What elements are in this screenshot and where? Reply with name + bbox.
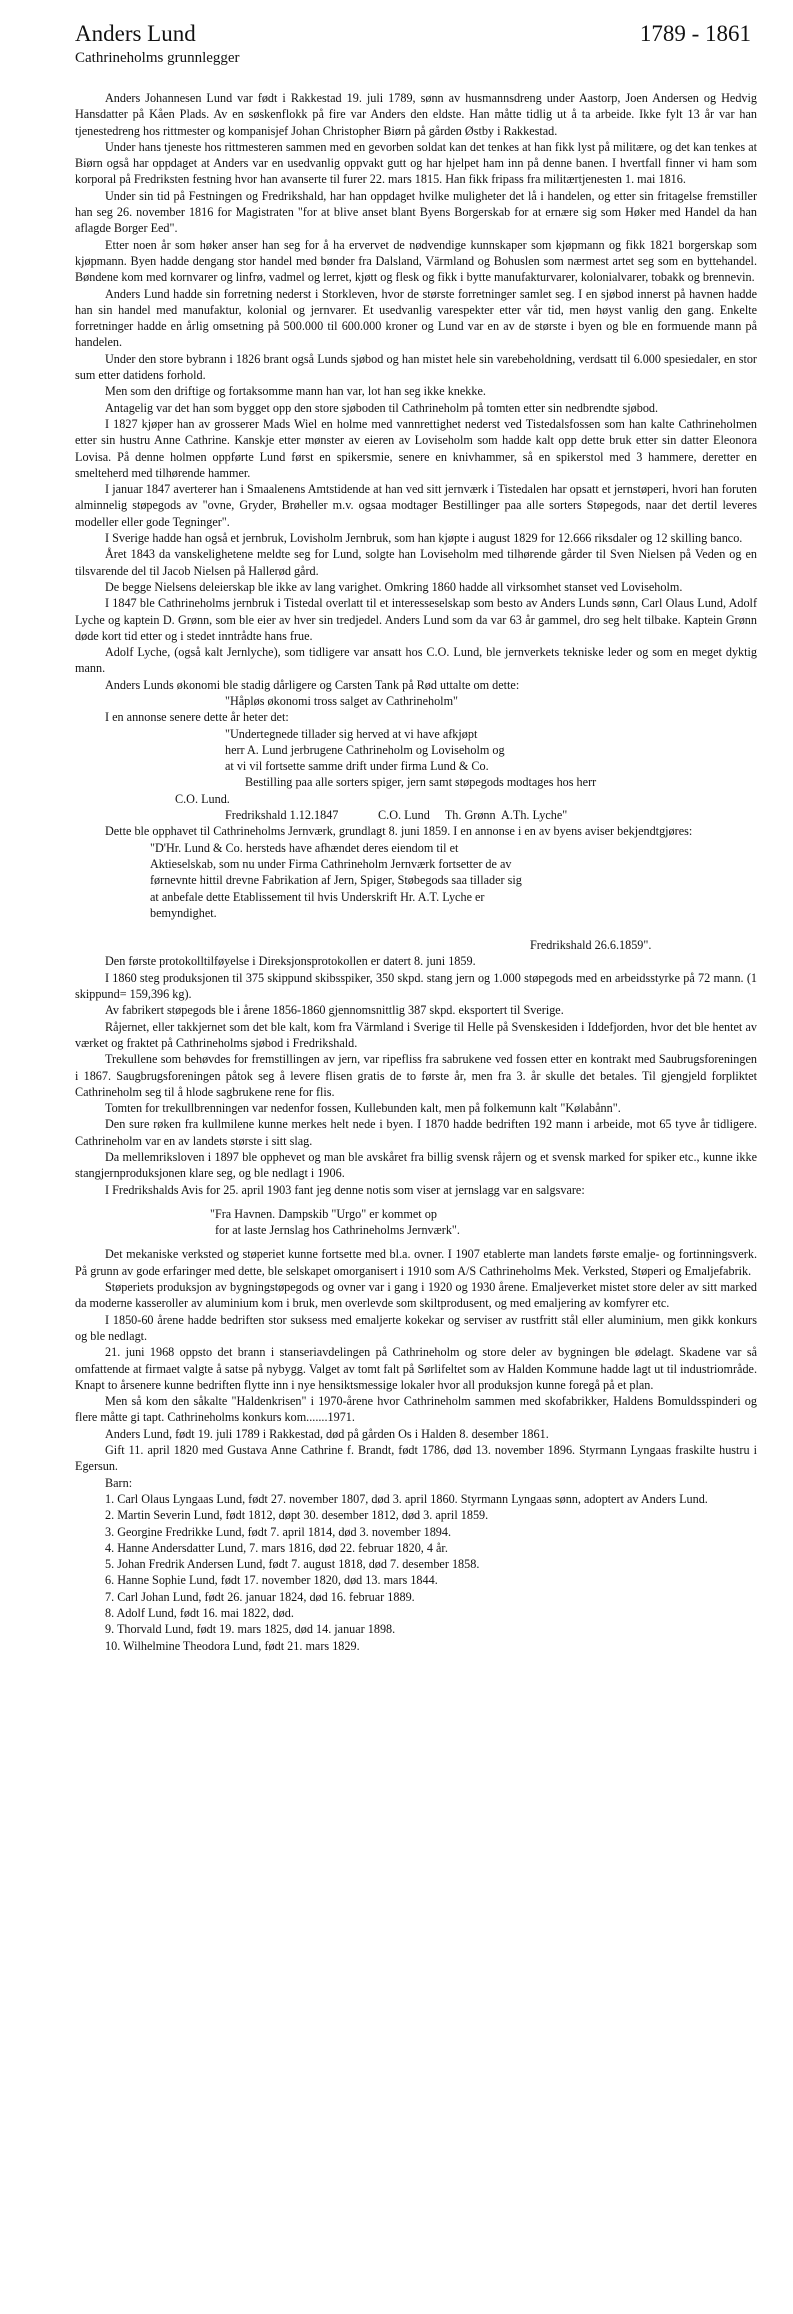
paragraph: Anders Lund, født 19. juli 1789 i Rakkestad, død på gården Os i Halden 8. desember 1861.	[105, 1426, 549, 1441]
paragraph: Under den store bybrann i 1826 brant også Lunds sjøbod og han mistet hele sin varebeholdning, verdsatt til 6.000 spesiedaler, en stor sum etter datidens forhold.	[75, 351, 757, 383]
signature-name: C.O. Lund	[378, 808, 430, 823]
list-item: 1. Carl Olaus Lyngaas Lund, født 27. november 1807, død 3. april 1860. Styrmann Lyngaas sønn, adoptert av Anders Lund.	[105, 1491, 708, 1506]
paragraph: Etter noen år som høker anser han seg for å ha ervervet de nødvendige kunnskaper som kjøpmann og fikk 1821 borgerskap som kjøpmann. Byen hadde dengang stor handel med bønder fra Dalsland, Värmland og Bohuslen som nærmest artet seg som en byttehandel. Bøndene kom med kornvarer og linfrø, vadmel og lerret, kjøtt og flesk og fikk i bytte manufakturvarer, kolonialvarer, tobakk og brennevin.	[75, 237, 757, 285]
lifespan-years: 1789 - 1861	[639, 21, 751, 46]
quote-line: "Fra Havnen. Dampskib "Urgo" er kommet op	[210, 1206, 437, 1221]
paragraph: Under hans tjeneste hos rittmesteren sammen med en gevorben soldat kan det tenkes at han fikk lyst på militære, og det kan tenkes at Biørn også har oppdaget at Anders var en usedvanlig oppvakt gutt og har hjelpet ham inn på denne banen. I hvertfall finner vi ham som korporal på Fredriksten festning hvor han avanserte til furer 22. mars 1815. Han fikk fripass fra militærtjenesten 1. mai 1816.	[75, 139, 757, 187]
paragraph: Den sure røken fra kullmilene kunne merkes helt nede i byen. I 1870 hadde bedriften 192 mann i arbeide, mot 65 tyve år tidligere. Cathrineholm var en av landets største i sitt slag.	[75, 1117, 757, 1148]
article-body	[75, 90, 757, 1654]
paragraph: Den første protokolltilføyelse i Direksjonsprotokollen er datert 8. juni 1859.	[105, 954, 476, 969]
paragraph: I januar 1847 averterer han i Smaalenens Amtstidende at han ved sitt jernværk i Tistedalen har opsatt et jernstøperi, hvori han foruten alminnelig støpegods av "ovne, Gryder, Brøheller m.v. ogsaa modtager Bestillinger paa alle sorters Støpegods, naar det dertil leveres modeller eller gode Tegninger".	[75, 482, 757, 529]
paragraph: Da mellemriksloven i 1897 ble opphevet og man ble avskåret fra billig svensk råjern og et svensk marked for spiker etc., kunne ikke stangjernproduksjonen klare seg, og ble nedlagt i 1906.	[75, 1150, 757, 1181]
paragraph: Støperiets produksjon av bygningstøpegods og ovner var i gang i 1920 og 1930 årene. Emaljeverket mistet store deler av sitt marked da moderne kasseroller av aluminium kom i bruk, men overlevde som skiltprodusent, og med emaljering av komfyrer etc.	[75, 1280, 757, 1311]
quote-line: "D'Hr. Lund & Co. hersteds have afhændet deres eiendom til et	[150, 840, 459, 855]
paragraph: I en annonse senere dette år heter det:	[105, 710, 289, 725]
paragraph: Året 1843 da vanskelighetene meldte seg for Lund, solgte han Loviseholm med tilhørende gårder til Sven Nielsen på Veden og en tilsvarende del til Jacob Nielsen på Hallerød gård.	[75, 547, 757, 578]
document-header	[75, 20, 757, 48]
quote-line: Bestilling paa alle sorters spiger, jern samt støpegods modtages hos herr	[245, 775, 597, 790]
paragraph: Det mekaniske verksted og støperiet kunne fortsette med bl.a. ovner. I 1907 etablerte man landets første emalje- og fortinningsverk. På grunn av gode erfaringer med dette, ble selskapet omorganisert i 1910 som A/S Cathrineholms Mek. Verksted, Støperi og Emaljefabrik.	[75, 1247, 757, 1278]
quote-line: at anbefale dette Etablissement til hvis Underskrift Hr. A.T. Lyche er	[150, 889, 485, 904]
list-item: 8. Adolf Lund, født 16. mai 1822, død.	[105, 1606, 294, 1621]
page-subtitle: Cathrineholms grunnlegger	[75, 50, 240, 66]
paragraph: I Fredrikshalds Avis for 25. april 1903 fant jeg denne notis som viser at jernslagg var en salgsvare:	[105, 1182, 585, 1197]
quote-line: bemyndighet.	[150, 905, 217, 920]
list-item: 10. Wilhelmine Theodora Lund, født 21. mars 1829.	[105, 1638, 360, 1653]
paragraph: Råjernet, eller takkjernet som det ble kalt, kom fra Värmland i Sverige til Helle på Svenskesiden i Iddefjorden, hvor det ble hentet av værket og fraktet på Cathrineholms sjøbod i Fredrikshald.	[75, 1019, 757, 1050]
quote-line: herr A. Lund jerbrugene Cathrineholm og Loviseholm og	[225, 742, 505, 757]
paragraph: Anders Lunds økonomi ble stadig dårligere og Carsten Tank på Rød uttalte om dette:	[105, 677, 520, 692]
list-item: 3. Georgine Fredrikke Lund, født 7. april 1814, død 3. november 1894.	[105, 1524, 452, 1539]
paragraph: Anders Johannesen Lund var født i Rakkestad 19. juli 1789, sønn av husmannsdreng under Aastorp, Joen Andersen og Hedvig Hansdatter på Kåen Plads. Av en søskenflokk på fire var Anders den eldste. Han måtte tidlig ut å ta arbeide. Ikke fylt 13 år var han tjenestedreng hos rittmester og kompanisjef Johan Christopher Biørn på gården Østby i Rakkestad.	[75, 91, 757, 138]
list-item: 5. Johan Fredrik Andersen Lund, født 7. august 1818, død 7. desember 1858.	[105, 1557, 480, 1572]
annonse-quote	[75, 726, 757, 824]
signature-name: Th. Grønn	[444, 808, 496, 823]
quote-line: C.O. Lund.	[175, 791, 230, 806]
children-label: Barn:	[105, 1475, 133, 1490]
quote-line: at vi vil fortsette samme drift under firma Lund & Co.	[225, 759, 489, 774]
quote-line: "Undertegnede tillader sig herved at vi have afkjøpt	[225, 726, 478, 741]
paragraph: Men så kom den såkalte "Haldenkrisen" i 1970-årene hvor Cathrineholm sammen med skofabrikker, Haldens Bomuldsspinderi og flere måtte gi tapt. Cathrineholms konkurs kom.......1971.	[75, 1394, 757, 1425]
paragraph: Gift 11. april 1820 med Gustava Anne Cathrine f. Brandt, født 1786, død 13. november 1896. Styrmann Lyngaas fraskilte hustru i Egersun.	[75, 1443, 757, 1474]
quote-line: Aktieselskab, som nu under Firma Cathrineholm Jernværk fortsetter de av	[150, 856, 512, 871]
paragraph: De begge Nielsens deleierskap ble ikke av lang varighet. Omkring 1860 hadde all virksomhet stanset ved Loviseholm.	[105, 579, 683, 594]
signature-row	[75, 807, 757, 823]
list-item: 4. Hanne Andersdatter Lund, 7. mars 1816, død 22. februar 1820, 4 år.	[105, 1540, 448, 1555]
paragraph: Tomten for trekullbrenningen var nedenfor fossen, Kullebunden kalt, men på folkemunn kalt "Kølabånn".	[105, 1101, 621, 1116]
bekjendt-quote	[75, 840, 757, 954]
paragraph: Anders Lund hadde sin forretning nederst i Storkleven, hvor de største forretninger samlet seg. I en sjøbod innerst på havnen hadde han sin handel med manufaktur, kolonial og jernvarer. Et usedvanlig varespekter etter vår tid, men høyst vanlig den gang. Enkelte forretninger hadde en årlig omsetning på 500.000 til 600.000 kroner og Lund var en av de største i byen og ble en formuende mann på handelen.	[75, 286, 757, 350]
quote-line: "Håpløs økonomi tross salget av Cathrineholm"	[225, 693, 459, 708]
list-item: 7. Carl Johan Lund, født 26. januar 1824, død 16. februar 1889.	[105, 1589, 415, 1604]
paragraph: I 1860 steg produksjonen til 375 skippund skibsspiker, 350 skpd. stang jern og 1.000 støpegods med en arbeidsstyrke på 72 mann. (1 skippund= 159,396 kg).	[75, 970, 757, 1002]
list-item: 9. Thorvald Lund, født 19. mars 1825, død 14. januar 1898.	[105, 1622, 396, 1637]
paragraph: I 1827 kjøper han av grosserer Mads Wiel en holme med vannrettighet nederst ved Tistedalsfossen som han kalte Cathrineholmen etter sin hustru Anne Cathrine. Kanskje etter mønster av eieren av Loviseholm som hadde kalt opp dette bruk etter sin datter Eleonora Lovisa. På denne holmen oppførte Lund først en spikersmie, senere en knivhammer, så en spikerstol med 3 hammere, deretter en smelteherd med tilhørende hammer.	[75, 416, 757, 480]
list-item: 2. Martin Severin Lund, født 1812, døpt 30. desember 1812, død 3. april 1859.	[105, 1508, 489, 1523]
paragraph: Adolf Lyche, (også kalt Jernlyche), som tidligere var ansatt hos C.O. Lund, ble jernverkets tekniske leder og som en meget dyktig mann.	[75, 645, 757, 676]
quote-line: for at laste Jernslag hos Cathrineholms Jernværk".	[215, 1223, 460, 1238]
list-item: 6. Hanne Sophie Lund, født 17. november 1820, død 13. mars 1844.	[105, 1573, 438, 1588]
paragraph: Dette ble opphavet til Cathrineholms Jernværk, grundlagt 8. juni 1859. I en annonse i en av byens aviser bekjendtgjøres:	[105, 824, 693, 839]
paragraph: I 1850-60 årene hadde bedriften stor suksess med emaljerte kokekar og serviser av rustfritt stål eller aluminium, men gikk konkurs og ble nedlagt.	[75, 1312, 757, 1343]
signature-date: Fredrikshald 1.12.1847	[225, 808, 339, 823]
paragraph: Men som den driftige og fortaksomme mann han var, lot han seg ikke knekke.	[105, 384, 486, 399]
signature-name: A.Th. Lyche"	[501, 808, 568, 823]
dateline: Fredrikshald 26.6.1859".	[530, 938, 652, 953]
children-list	[75, 1491, 757, 1654]
paragraph: Antagelig var det han som bygget opp den store sjøboden til Cathrineholm på tomten etter sin nedbrendte sjøbod.	[105, 400, 659, 415]
paragraph: Under sin tid på Festningen og Fredrikshald, har han oppdaget hvilke muligheter det lå i handelen, og etter sin fritagelse fremstiller han seg 26. november 1816 for Magistraten "for at blive anset blant Byens Borgerskab for at ernære sig som Høker med Handel da han aflagde Borger Eed".	[75, 188, 757, 236]
havnen-quote	[75, 1206, 757, 1239]
quote-line: førnevnte hittil drevne Fabrikation af Jern, Spiger, Støbegods saa tillader sig	[150, 873, 522, 888]
paragraph: 21. juni 1968 oppsto det brann i stanseriavdelingen på Cathrineholm og store deler av bygningen ble ødelagt. Skadene var så omfattende at firmaet valgte å satse på nybygg. Valget av tomt falt på Sørlifeltet som av Halden Kommune hadde lagt ut til industriområde. Knapt to årsenere kunne bedriften flytte inn i nye hensiktsmessige lokaler hvor all produksjon kunne foregå på et plan.	[75, 1345, 757, 1392]
paragraph: Av fabrikert støpegods ble i årene 1856-1860 gjennomsnittlig 387 skpd. eksportert til Sverige.	[105, 1003, 564, 1018]
page-title: Anders Lund	[75, 21, 196, 46]
paragraph: Trekullene som behøvdes for fremstillingen av jern, var ripefliss fra sabrukene ved fossen etter en kontrakt med Saubrugsforeningen i 1867. Saugbrugsforeningen påtok seg å levere flisen gratis de to første år, men fra 3. år skulle det betales. Til gjengjeld forpliktet Cathrineholm seg til å hlode sagbrukene rene for flis.	[75, 1052, 757, 1099]
paragraph: I Sverige hadde han også et jernbruk, Lovisholm Jernbruk, som han kjøpte i august 1829 for 12.666 riksdaler og 12 skilling banco.	[105, 531, 743, 546]
paragraph: I 1847 ble Cathrineholms jernbruk i Tistedal overlatt til et interesseselskap som besto av Anders Lunds sønn, Carl Olaus Lund, Adolf Lyche og kaptein D. Grønn, som ble eier av hver sin tredjedel. Anders Lund som da var 63 år gammel, dro seg helt tilbake. Kaptein Grønn døde kort tid etter og i stedet inntrådte hans frue.	[75, 596, 757, 643]
